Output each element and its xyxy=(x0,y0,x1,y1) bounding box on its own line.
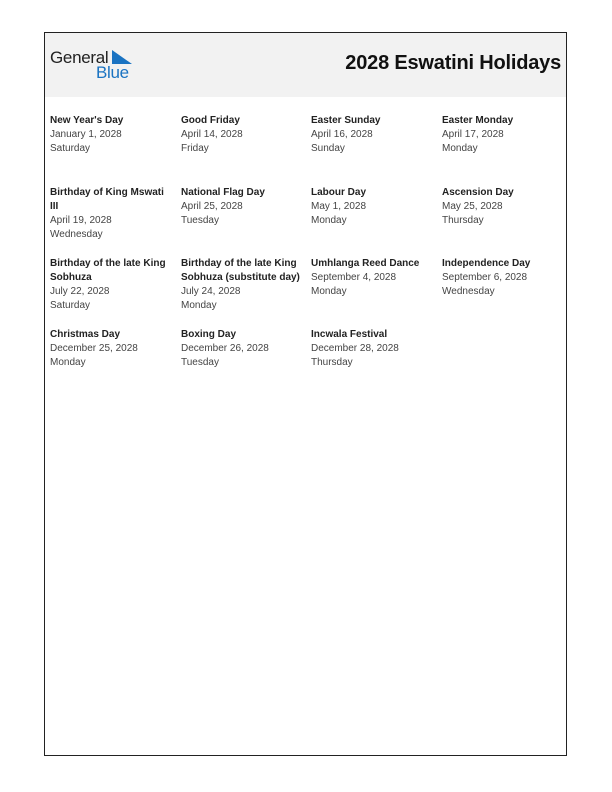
holiday-name: Good Friday xyxy=(181,115,240,126)
holiday-date: July 24, 2028 xyxy=(181,286,241,297)
holiday-weekday: Saturday xyxy=(50,300,91,311)
holiday-date: April 17, 2028 xyxy=(442,129,504,140)
holiday-name: Umhlanga Reed Dance xyxy=(311,258,420,269)
holiday-weekday: Monday xyxy=(50,357,86,368)
holiday-item xyxy=(50,114,172,156)
holiday-name: Easter Monday xyxy=(442,115,514,126)
holiday-name: Birthday of the late King Sobhuza xyxy=(50,258,166,283)
holiday-name: National Flag Day xyxy=(181,187,265,198)
holiday-name: Ascension Day xyxy=(442,187,514,198)
generalblue-logo[interactable] xyxy=(50,47,140,87)
holiday-name: New Year's Day xyxy=(50,115,124,126)
holiday-weekday: Monday xyxy=(442,143,478,154)
holiday-date: April 25, 2028 xyxy=(181,201,243,212)
holiday-weekday: Thursday xyxy=(442,215,484,226)
holiday-weekday: Saturday xyxy=(50,143,91,154)
holiday-date: April 14, 2028 xyxy=(181,129,243,140)
holiday-item xyxy=(50,257,172,313)
holiday-item xyxy=(311,186,433,228)
holiday-name: Independence Day xyxy=(442,258,531,269)
holiday-name: Birthday of King Mswati III xyxy=(50,187,164,212)
holiday-item xyxy=(50,328,172,370)
holiday-weekday: Monday xyxy=(311,286,347,297)
holiday-date: December 28, 2028 xyxy=(311,343,399,354)
holiday-date: April 16, 2028 xyxy=(311,129,373,140)
holiday-name: Labour Day xyxy=(311,187,367,198)
holiday-item xyxy=(181,186,303,228)
holiday-item xyxy=(442,186,564,228)
holiday-date: July 22, 2028 xyxy=(50,286,110,297)
holiday-item xyxy=(181,257,303,313)
logo-triangle-icon xyxy=(112,50,132,64)
holiday-weekday: Tuesday xyxy=(181,357,219,368)
holiday-weekday: Thursday xyxy=(311,357,353,368)
holiday-date: September 6, 2028 xyxy=(442,272,528,283)
holiday-weekday: Wednesday xyxy=(50,229,103,240)
holiday-name: Incwala Festival xyxy=(311,329,388,340)
holiday-date: April 19, 2028 xyxy=(50,215,112,226)
holiday-weekday: Sunday xyxy=(311,143,345,154)
header-band xyxy=(45,33,566,97)
holiday-date: September 4, 2028 xyxy=(311,272,397,283)
holiday-weekday: Monday xyxy=(181,300,217,311)
holiday-item xyxy=(442,114,564,156)
holiday-item xyxy=(311,257,433,299)
holiday-name: Christmas Day xyxy=(50,329,121,340)
holiday-weekday: Friday xyxy=(181,143,209,154)
holiday-date: January 1, 2028 xyxy=(50,129,122,140)
holiday-name: Easter Sunday xyxy=(311,115,381,126)
holiday-item xyxy=(50,186,172,242)
holiday-weekday: Wednesday xyxy=(442,286,495,297)
holiday-weekday: Monday xyxy=(311,215,347,226)
holiday-name: Boxing Day xyxy=(181,329,237,340)
logo-text-general: General xyxy=(50,48,109,67)
holiday-item xyxy=(181,328,303,370)
holiday-weekday: Tuesday xyxy=(181,215,219,226)
holiday-name: Birthday of the late King Sobhuza (substitute day) xyxy=(181,258,300,283)
page-title: 2028 Eswatini Holidays xyxy=(345,52,561,74)
logo-text-blue: Blue xyxy=(96,63,129,82)
holiday-date: December 25, 2028 xyxy=(50,343,138,354)
holiday-item xyxy=(311,114,433,156)
holiday-date: December 26, 2028 xyxy=(181,343,269,354)
page-frame xyxy=(44,32,567,756)
holiday-item xyxy=(311,328,433,370)
holiday-date: May 25, 2028 xyxy=(442,201,503,212)
holiday-date: May 1, 2028 xyxy=(311,201,367,212)
holiday-item xyxy=(442,257,564,299)
holiday-item xyxy=(181,114,303,156)
